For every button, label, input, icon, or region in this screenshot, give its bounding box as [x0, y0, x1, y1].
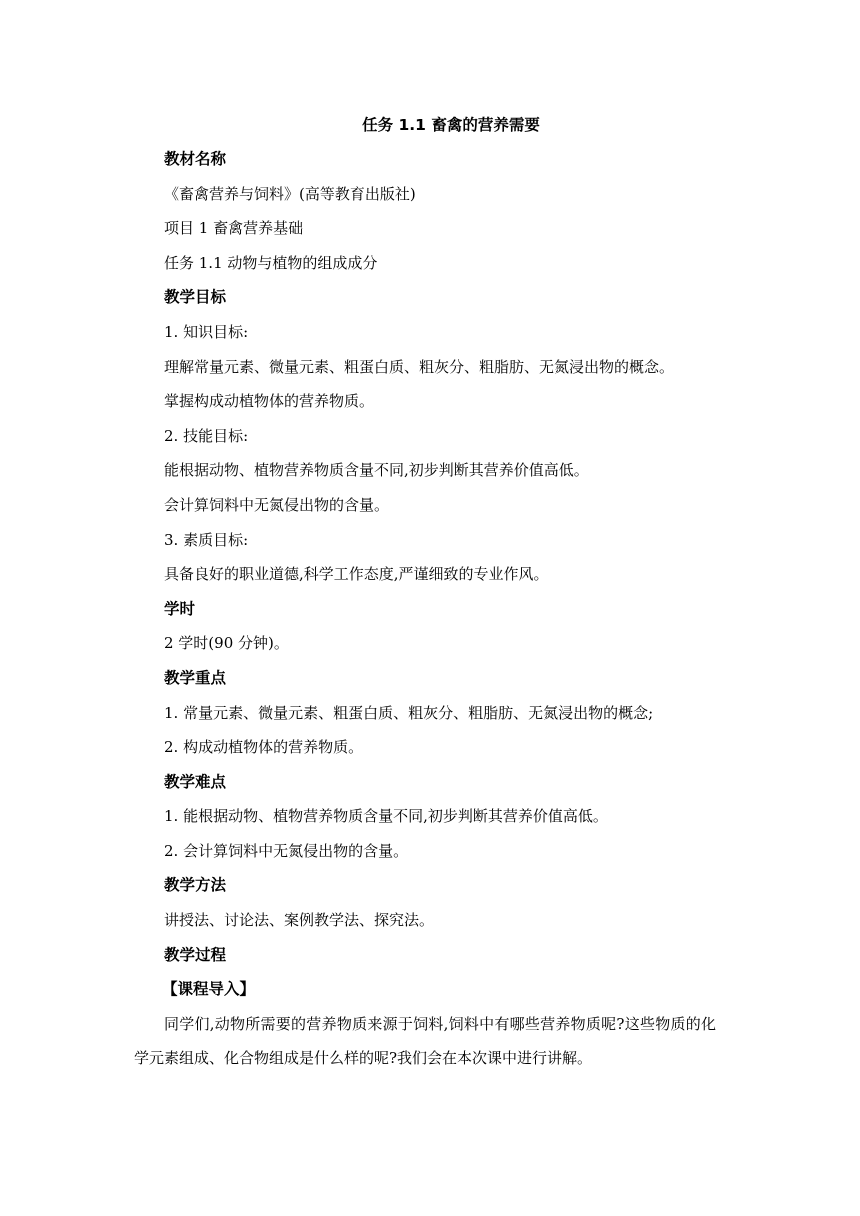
section-heading-difficulties: 教学难点 — [164, 772, 227, 791]
project-name: 项目 1 畜禽营养基础 — [164, 219, 304, 238]
objective-line: 具备良好的职业道德,科学工作态度,严谨细致的专业作风。 — [164, 565, 549, 584]
hours-value: 2 学时(90 分钟)。 — [164, 634, 289, 653]
objective-line: 1. 知识目标: — [164, 322, 249, 341]
textbook-name: 《畜禽营养与饲料》(高等教育出版社) — [164, 184, 416, 203]
section-heading-key-points: 教学重点 — [164, 668, 227, 687]
section-heading-textbook: 教材名称 — [164, 150, 227, 168]
task-name: 任务 1.1 动物与植物的组成成分 — [164, 253, 378, 272]
objective-line: 能根据动物、植物营养物质含量不同,初步判断其营养价值高低。 — [164, 461, 589, 480]
objective-line: 理解常量元素、微量元素、粗蛋白质、粗灰分、粗脂肪、无氮浸出物的概念。 — [164, 357, 675, 376]
intro-paragraph: 同学们,动物所需要的营养物质来源于饲料,饲料中有哪些营养物质呢?这些物质的化学元素组成、化合物组成是什么样的呢?我们会在本次课中进行讲解。 — [134, 1014, 716, 1068]
key-point-line: 2. 构成动植物体的营养物质。 — [164, 738, 364, 757]
key-point-line: 1. 常量元素、微量元素、粗蛋白质、粗灰分、粗脂肪、无氮浸出物的概念; — [164, 703, 654, 722]
difficulty-line: 2. 会计算饲料中无氮侵出物的含量。 — [164, 841, 409, 860]
intro-heading: 【课程导入】 — [162, 980, 256, 999]
objective-line: 3. 素质目标: — [164, 530, 249, 549]
difficulty-line: 1. 能根据动物、植物营养物质含量不同,初步判断其营养价值高低。 — [164, 807, 608, 826]
document-title: 任务 1.1 畜禽的营养需要 — [362, 116, 540, 134]
objective-line: 掌握构成动植物体的营养物质。 — [164, 392, 375, 411]
objective-line: 2. 技能目标: — [164, 426, 249, 445]
section-heading-hours: 学时 — [164, 599, 196, 618]
section-heading-objectives: 教学目标 — [164, 288, 227, 307]
methods-line: 讲授法、讨论法、案例教学法、探究法。 — [164, 911, 435, 930]
section-heading-process: 教学过程 — [164, 945, 227, 964]
document-content — [134, 108, 744, 1076]
section-heading-methods: 教学方法 — [164, 876, 227, 895]
objective-line: 会计算饲料中无氮侵出物的含量。 — [164, 495, 390, 514]
